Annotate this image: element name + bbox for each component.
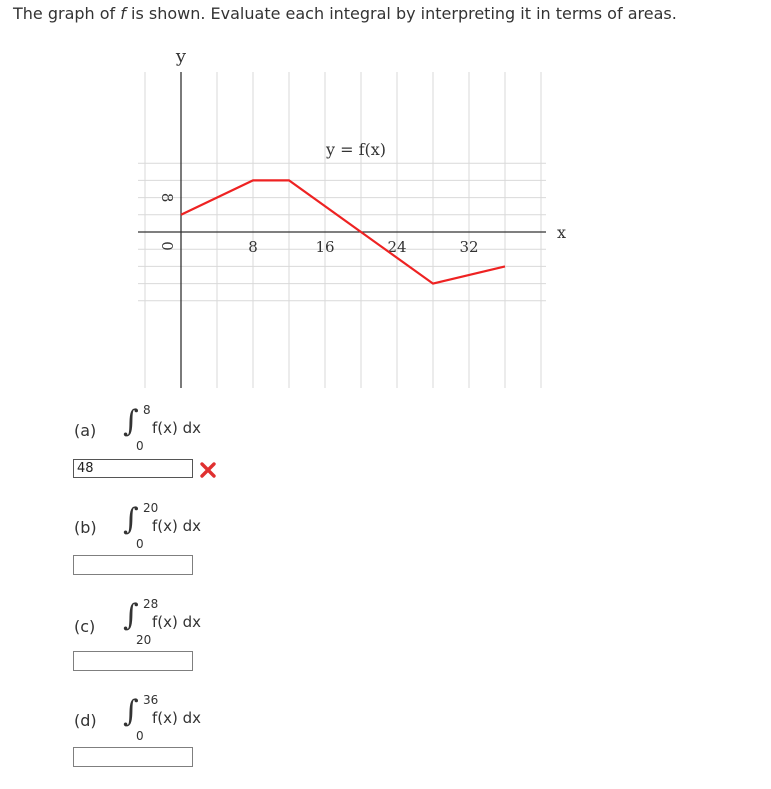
lower-limit: 0 [136,537,144,551]
integrand: f(x) dx [152,613,202,631]
upper-limit: 20 [143,501,159,515]
integrand: f(x) dx [152,517,202,535]
part-a-label: (a) [74,421,97,440]
lower-limit: 20 [136,633,152,647]
upper-limit: 36 [143,693,159,707]
curve-label: y = f(x) [326,140,387,159]
integral-d [120,693,240,749]
part-b-label: (b) [74,518,97,537]
y-axis-label: y [175,46,187,67]
x-mark-icon [199,461,217,479]
origin-label: 0 [158,241,176,251]
upper-limit: 8 [143,403,151,417]
integral-sign: ∫ [123,502,139,537]
x-tick-label: 8 [248,238,258,256]
lower-limit: 0 [136,439,144,453]
integral-sign: ∫ [123,694,139,729]
part-d-label: (d) [74,711,97,730]
answer-input-d[interactable] [73,747,193,767]
grid [138,72,546,388]
integral-c [120,597,240,653]
problem-statement: The graph of f is shown. Evaluate each integral by interpreting it in terms of areas. [13,4,677,23]
x-tick-label: 32 [459,238,479,256]
lower-limit: 0 [136,729,144,743]
x-axis-label: x [557,223,567,242]
answer-input-a[interactable] [73,459,193,478]
x-tick-label: 24 [387,238,407,256]
integral-b [120,501,240,557]
axes [138,72,546,388]
integrand: f(x) dx [152,419,202,437]
integral-a [120,403,240,459]
y-tick-label: 8 [158,192,176,203]
answer-input-c[interactable] [73,651,193,671]
answer-input-b[interactable] [73,555,193,575]
x-tick-label: 16 [315,238,335,256]
integral-sign: ∫ [123,598,139,633]
integral-sign: ∫ [123,404,139,439]
upper-limit: 28 [143,597,159,611]
integrand: f(x) dx [152,709,202,727]
part-c-label: (c) [74,617,96,636]
